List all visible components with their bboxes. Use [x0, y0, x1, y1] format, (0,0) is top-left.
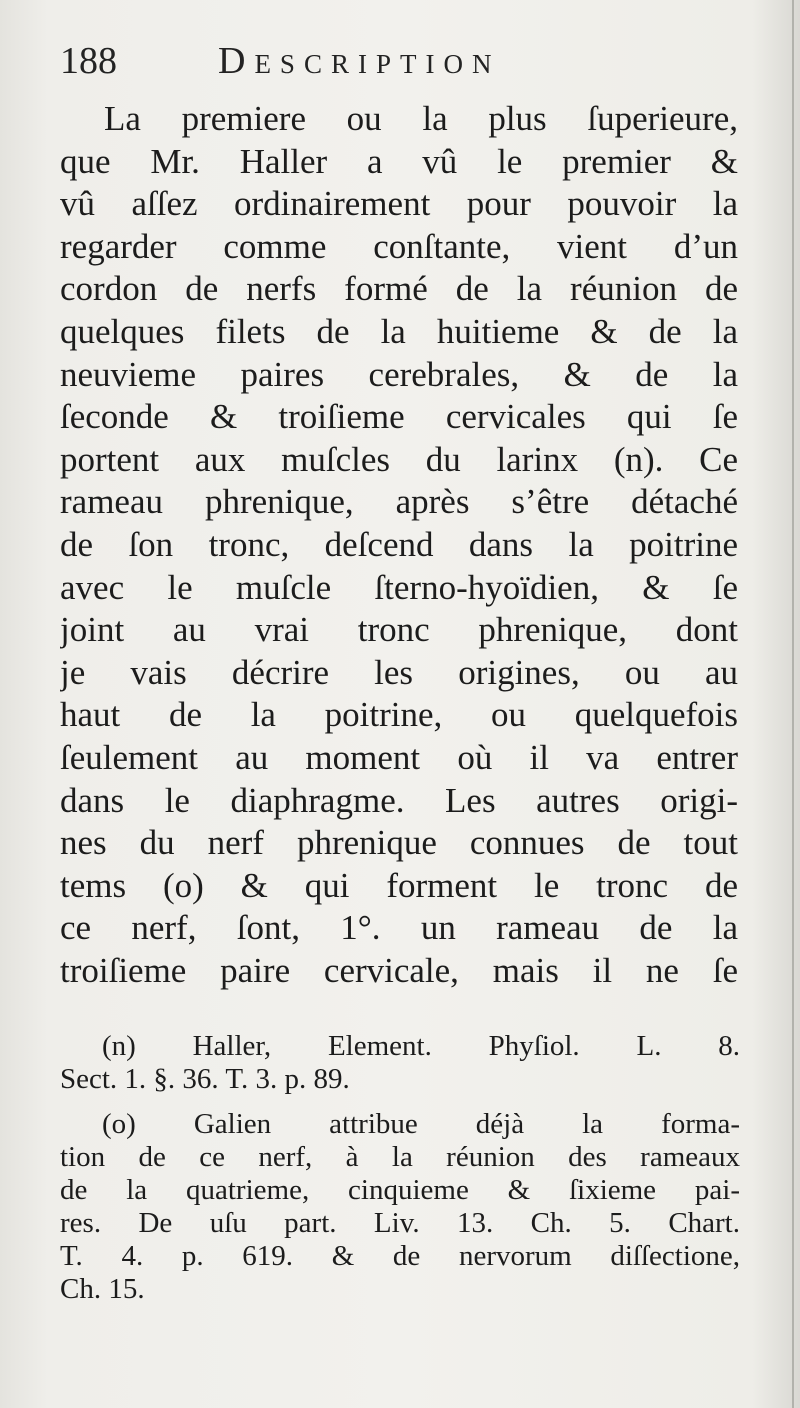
footnote-line: (o) Galien attribue déjà la forma- [102, 1108, 740, 1140]
text-line: rameau phrenique, après s’être détaché [60, 482, 738, 522]
text-line: ce nerf, ſont, 1°. un rameau de la [60, 908, 738, 948]
footnotes [60, 1030, 740, 1306]
text-line: ſeulement au moment où il va entrer [60, 737, 738, 777]
text-line: je vais décrire les origines, ou au [60, 652, 738, 692]
text-line: regarder comme conſtante, vient d’un [60, 226, 738, 266]
footnote-line: Ch. 15. [60, 1273, 145, 1305]
text-line: troiſieme paire cervicale, mais il ne ſe [60, 950, 738, 990]
text-line: portent aux muſcles du larinx (n). Ce [60, 439, 738, 479]
text-line: La premiere ou la plus ſuperieure, [104, 99, 738, 138]
footnote-line: de la quatrieme, cinquieme & ſixieme pai- [60, 1174, 740, 1206]
text-line: cordon de nerfs formé de la réunion de [60, 269, 738, 309]
footnote-o [60, 1108, 740, 1306]
footnote-line: tion de ce nerf, à la réunion des rameaux [60, 1141, 740, 1173]
page-number: 188 [60, 40, 117, 82]
text-line: haut de la poitrine, ou quelquefois [60, 695, 738, 735]
text-line: quelques filets de la huitieme & de la [60, 311, 738, 351]
text-line: nes du nerf phrenique connues de tout [60, 823, 738, 863]
page-header [60, 36, 760, 86]
text-line: joint au vrai tronc phrenique, dont [60, 610, 738, 650]
footnote-line: T. 4. p. 619. & de nervorum diſſectione, [60, 1240, 740, 1272]
text-line: ſeconde & troiſieme cervicales qui ſe [60, 397, 738, 437]
footnote-line: (n) Haller, Element. Phyſiol. L. 8. [102, 1030, 740, 1062]
running-head: Description [218, 40, 501, 82]
text-line: dans le diaphragme. Les autres origi- [60, 780, 738, 820]
main-text [60, 98, 738, 992]
text-line: neuvieme paires cerebrales, & de la [60, 354, 738, 394]
footnote-line: res. De uſu part. Liv. 13. Ch. 5. Chart. [60, 1207, 740, 1239]
footnote-line: Sect. 1. §. 36. T. 3. p. 89. [60, 1063, 350, 1095]
text-line: de ſon tronc, deſcend dans la poitrine [60, 524, 738, 564]
page-edge-shadow [792, 0, 794, 1408]
text-line: vû aſſez ordinairement pour pouvoir la [60, 184, 738, 224]
text-line: que Mr. Haller a vû le premier & [60, 141, 738, 181]
text-line: avec le muſcle ſterno-hyoïdien, & ſe [60, 567, 738, 607]
footnote-n [60, 1030, 740, 1096]
text-line: tems (o) & qui forment le tronc de [60, 865, 738, 905]
